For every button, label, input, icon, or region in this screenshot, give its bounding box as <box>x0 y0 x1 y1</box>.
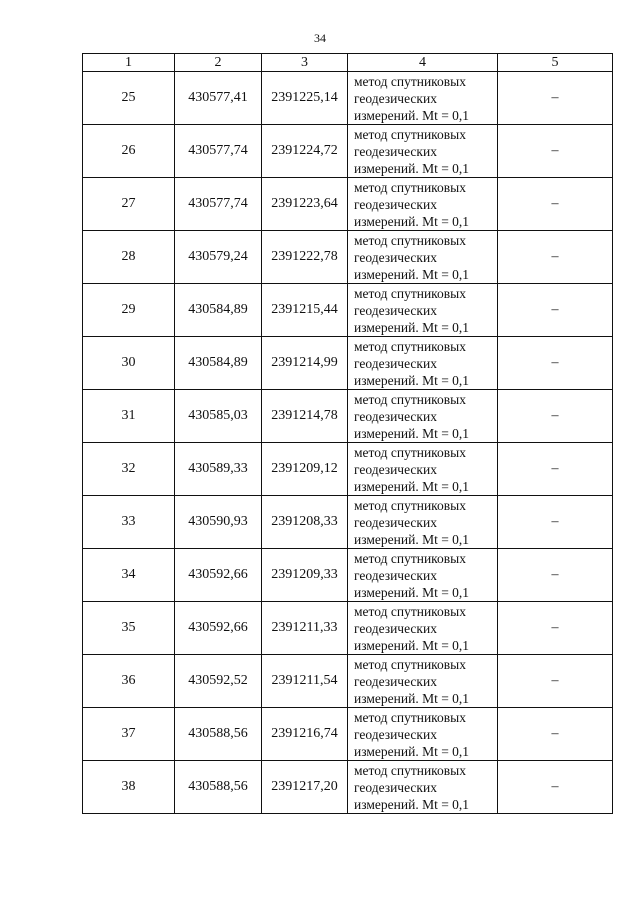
x-coordinate-cell: 430588,56 <box>175 708 262 761</box>
note-cell: – <box>498 72 613 125</box>
y-coordinate-cell: 2391211,33 <box>262 602 348 655</box>
x-coordinate-cell: 430577,74 <box>175 178 262 231</box>
y-coordinate-cell: 2391216,74 <box>262 708 348 761</box>
table-header-row <box>83 54 613 72</box>
method-text-line: геодезических <box>354 779 437 795</box>
table-row <box>83 761 613 814</box>
method-cell <box>348 125 498 178</box>
method-text-line: измерений. Mt = 0,1 <box>354 796 470 812</box>
y-coordinate-cell: 2391217,20 <box>262 761 348 814</box>
point-number-cell: 30 <box>83 337 175 390</box>
note-cell: – <box>498 231 613 284</box>
note-cell: – <box>498 496 613 549</box>
method-cell <box>348 390 498 443</box>
method-text-line: геодезических <box>354 408 437 424</box>
method-text-line: измерений. Mt = 0,1 <box>354 319 470 335</box>
method-cell <box>348 284 498 337</box>
y-coordinate-cell: 2391209,12 <box>262 443 348 496</box>
method-text-line: метод спутниковых <box>354 232 466 248</box>
table-body <box>83 72 613 814</box>
method-text-line: метод спутниковых <box>354 73 466 89</box>
table-row <box>83 708 613 761</box>
method-text-line: геодезических <box>354 461 437 477</box>
method-text-line: измерений. Mt = 0,1 <box>354 160 470 176</box>
point-number-cell: 33 <box>83 496 175 549</box>
table-row <box>83 602 613 655</box>
method-text-line: геодезических <box>354 249 437 265</box>
note-cell: – <box>498 708 613 761</box>
note-cell: – <box>498 284 613 337</box>
y-coordinate-cell: 2391208,33 <box>262 496 348 549</box>
method-cell <box>348 496 498 549</box>
note-cell: – <box>498 390 613 443</box>
note-cell: – <box>498 125 613 178</box>
note-cell: – <box>498 337 613 390</box>
note-cell: – <box>498 761 613 814</box>
method-cell <box>348 337 498 390</box>
x-coordinate-cell: 430592,66 <box>175 602 262 655</box>
method-text-line: метод спутниковых <box>354 391 466 407</box>
column-header-3: 3 <box>262 54 348 72</box>
y-coordinate-cell: 2391209,33 <box>262 549 348 602</box>
method-text-line: измерений. Mt = 0,1 <box>354 107 470 123</box>
table-row <box>83 337 613 390</box>
point-number-cell: 25 <box>83 72 175 125</box>
table-row <box>83 443 613 496</box>
x-coordinate-cell: 430592,66 <box>175 549 262 602</box>
method-text-line: метод спутниковых <box>354 338 466 354</box>
table-row <box>83 231 613 284</box>
point-number-cell: 31 <box>83 390 175 443</box>
y-coordinate-cell: 2391222,78 <box>262 231 348 284</box>
method-text-line: измерений. Mt = 0,1 <box>354 213 470 229</box>
column-header-1: 1 <box>83 54 175 72</box>
method-cell <box>348 708 498 761</box>
x-coordinate-cell: 430592,52 <box>175 655 262 708</box>
method-text-line: измерений. Mt = 0,1 <box>354 372 470 388</box>
method-text-line: измерений. Mt = 0,1 <box>354 425 470 441</box>
point-number-cell: 37 <box>83 708 175 761</box>
y-coordinate-cell: 2391224,72 <box>262 125 348 178</box>
method-text-line: измерений. Mt = 0,1 <box>354 743 470 759</box>
point-number-cell: 26 <box>83 125 175 178</box>
method-cell <box>348 761 498 814</box>
note-cell: – <box>498 549 613 602</box>
method-text-line: измерений. Mt = 0,1 <box>354 637 470 653</box>
method-cell <box>348 231 498 284</box>
y-coordinate-cell: 2391215,44 <box>262 284 348 337</box>
point-number-cell: 27 <box>83 178 175 231</box>
y-coordinate-cell: 2391214,78 <box>262 390 348 443</box>
method-cell <box>348 602 498 655</box>
table-row <box>83 549 613 602</box>
method-text-line: метод спутниковых <box>354 709 466 725</box>
method-text-line: геодезических <box>354 196 437 212</box>
table-row <box>83 72 613 125</box>
table-row <box>83 496 613 549</box>
point-number-cell: 32 <box>83 443 175 496</box>
note-cell: – <box>498 178 613 231</box>
point-number-cell: 35 <box>83 602 175 655</box>
point-number-cell: 34 <box>83 549 175 602</box>
method-text-line: метод спутниковых <box>354 444 466 460</box>
x-coordinate-cell: 430585,03 <box>175 390 262 443</box>
table-row <box>83 390 613 443</box>
point-number-cell: 28 <box>83 231 175 284</box>
method-text-line: метод спутниковых <box>354 656 466 672</box>
y-coordinate-cell: 2391225,14 <box>262 72 348 125</box>
point-number-cell: 36 <box>83 655 175 708</box>
table-row <box>83 178 613 231</box>
x-coordinate-cell: 430584,89 <box>175 284 262 337</box>
method-text-line: измерений. Mt = 0,1 <box>354 690 470 706</box>
method-cell <box>348 178 498 231</box>
method-text-line: измерений. Mt = 0,1 <box>354 531 470 547</box>
x-coordinate-cell: 430577,74 <box>175 125 262 178</box>
x-coordinate-cell: 430584,89 <box>175 337 262 390</box>
method-text-line: геодезических <box>354 514 437 530</box>
method-text-line: геодезических <box>354 302 437 318</box>
method-text-line: измерений. Mt = 0,1 <box>354 266 470 282</box>
note-cell: – <box>498 602 613 655</box>
column-header-5: 5 <box>498 54 613 72</box>
column-header-2: 2 <box>175 54 262 72</box>
method-text-line: метод спутниковых <box>354 603 466 619</box>
method-text-line: метод спутниковых <box>354 550 466 566</box>
method-text-line: геодезических <box>354 673 437 689</box>
method-text-line: метод спутниковых <box>354 179 466 195</box>
method-text-line: геодезических <box>354 567 437 583</box>
point-number-cell: 29 <box>83 284 175 337</box>
method-text-line: измерений. Mt = 0,1 <box>354 584 470 600</box>
method-text-line: геодезических <box>354 143 437 159</box>
method-text-line: метод спутниковых <box>354 762 466 778</box>
note-cell: – <box>498 655 613 708</box>
method-text-line: геодезических <box>354 620 437 636</box>
method-text-line: геодезических <box>354 726 437 742</box>
x-coordinate-cell: 430589,33 <box>175 443 262 496</box>
x-coordinate-cell: 430577,41 <box>175 72 262 125</box>
method-cell <box>348 443 498 496</box>
method-cell <box>348 655 498 708</box>
y-coordinate-cell: 2391223,64 <box>262 178 348 231</box>
point-number-cell: 38 <box>83 761 175 814</box>
table-row <box>83 655 613 708</box>
y-coordinate-cell: 2391214,99 <box>262 337 348 390</box>
method-text-line: метод спутниковых <box>354 285 466 301</box>
method-text-line: измерений. Mt = 0,1 <box>354 478 470 494</box>
y-coordinate-cell: 2391211,54 <box>262 655 348 708</box>
page-number: 34 <box>314 31 326 45</box>
method-cell <box>348 549 498 602</box>
method-text-line: метод спутниковых <box>354 497 466 513</box>
method-cell <box>348 72 498 125</box>
method-text-line: геодезических <box>354 355 437 371</box>
table-row <box>83 125 613 178</box>
table-row <box>83 284 613 337</box>
note-cell: – <box>498 443 613 496</box>
x-coordinate-cell: 430588,56 <box>175 761 262 814</box>
coordinates-table <box>82 53 613 814</box>
method-text-line: геодезических <box>354 90 437 106</box>
method-text-line: метод спутниковых <box>354 126 466 142</box>
x-coordinate-cell: 430579,24 <box>175 231 262 284</box>
x-coordinate-cell: 430590,93 <box>175 496 262 549</box>
column-header-4: 4 <box>348 54 498 72</box>
